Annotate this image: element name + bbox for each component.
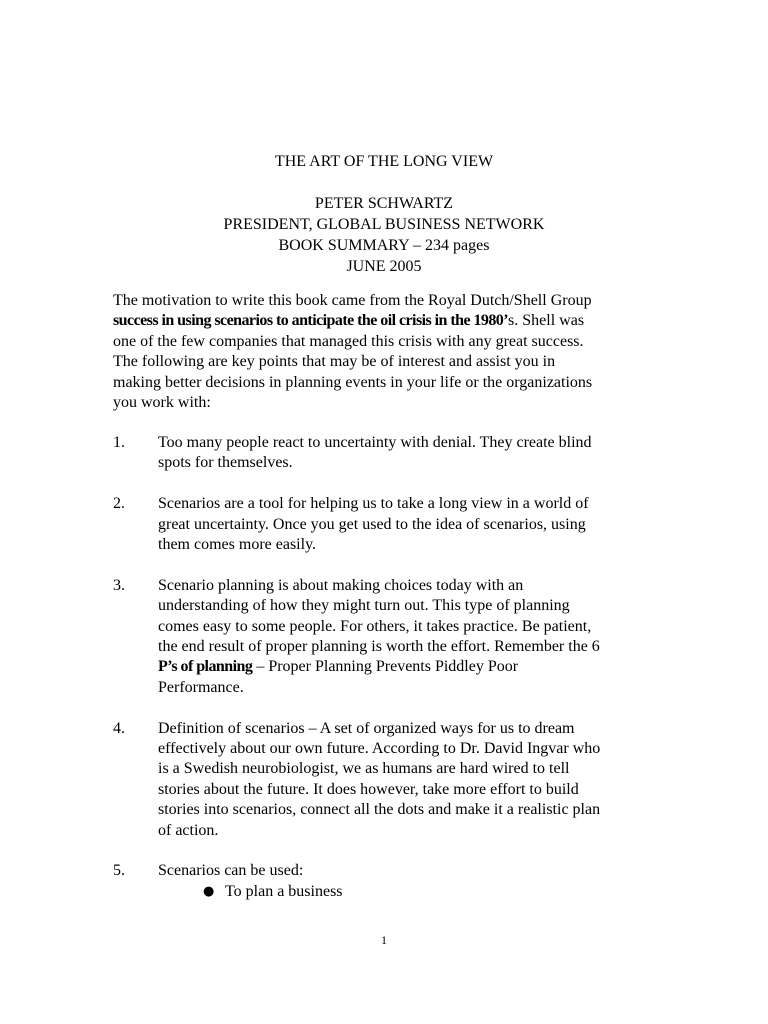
document-header: [0, 151, 768, 277]
intro-line-rest: s. Shell was: [508, 312, 585, 330]
list-item-text: [158, 494, 673, 555]
list-item-line: great uncertainty. Once you get used to the idea of scenarios, using: [158, 515, 586, 533]
intro-line: The following are key points that may be of interest and assist you in: [113, 353, 556, 371]
list-item-line: effectively about our own future. According to Dr. David Ingvar who: [158, 740, 601, 758]
list-item-line: the end result of proper planning is worth the effort. Remember the 6: [158, 638, 600, 656]
list-item-text: [158, 719, 673, 841]
bullet-text: To plan a business: [225, 882, 343, 900]
list-item-line: stories about the future. It does however, take more effort to build: [158, 780, 579, 798]
bullet-icon: ●: [203, 883, 215, 899]
summary-info: BOOK SUMMARY – 234 pages: [278, 237, 490, 254]
list-item-line: is a Swedish neurobiologist, we as humans are hard wired to tell: [158, 760, 570, 778]
intro-line: [113, 311, 673, 331]
author-position: PRESIDENT, GLOBAL BUSINESS NETWORK: [223, 216, 545, 233]
list-item-number: 4.: [113, 719, 125, 737]
list-item: [113, 576, 673, 698]
list-item-line: [158, 657, 673, 677]
intro-line: one of the few companies that managed this crisis with any great success.: [113, 332, 584, 350]
list-item: [113, 719, 673, 841]
list-item-text: [158, 576, 673, 698]
list-item-text: [158, 433, 673, 474]
list-item-line: of action.: [158, 821, 219, 839]
list-item-number: 5.: [113, 862, 125, 880]
list-item-number: 3.: [113, 576, 125, 594]
author-name: PETER SCHWARTZ: [314, 195, 454, 212]
list-item: [113, 861, 673, 902]
list-item-number: 2.: [113, 495, 125, 513]
intro-bold-phrase: success in using scenarios to anticipate the oil crisis in the 1980’: [113, 312, 509, 330]
list-item-line: stories into scenarios, connect all the dots and make it a realistic plan: [158, 801, 601, 819]
summary-date: JUNE 2005: [346, 258, 422, 275]
document-title: THE ART OF THE LONG VIEW: [274, 153, 494, 170]
key-points-list: [113, 433, 673, 923]
bold-phrase: P’s of planning: [158, 658, 253, 676]
list-item-text: [158, 861, 673, 881]
list-item: [113, 494, 673, 555]
page-number: 1: [381, 933, 387, 947]
intro-line: you work with:: [113, 394, 211, 412]
title-spacer: [0, 172, 768, 193]
bullet-item: [203, 882, 673, 902]
list-item-line: Performance.: [158, 678, 244, 696]
intro-line: The motivation to write this book came from the Royal Dutch/Shell Group: [113, 292, 592, 309]
list-item-line: Definition of scenarios – A set of organized ways for us to dream: [158, 719, 575, 737]
list-item-line: Scenarios can be used:: [158, 862, 304, 880]
list-item-line: Scenario planning is about making choices today with an: [158, 576, 524, 594]
intro-paragraph: [113, 291, 673, 413]
list-item: [113, 433, 673, 474]
list-item-line: spots for themselves.: [158, 454, 293, 472]
list-item-line: understanding of how they might turn out. This type of planning: [158, 597, 570, 615]
list-item-line: them comes more easily.: [158, 536, 317, 554]
list-item-line: comes easy to some people. For others, it takes practice. Be patient,: [158, 617, 592, 635]
list-item-line: Too many people react to uncertainty with denial. They create blind: [158, 434, 592, 451]
list-item-number: 1.: [113, 434, 125, 451]
intro-line: making better decisions in planning events in your life or the organizations: [113, 373, 593, 391]
list-item-line-rest: – Proper Planning Prevents Piddley Poor: [252, 658, 519, 676]
list-item-line: Scenarios are a tool for helping us to take a long view in a world of: [158, 495, 589, 513]
